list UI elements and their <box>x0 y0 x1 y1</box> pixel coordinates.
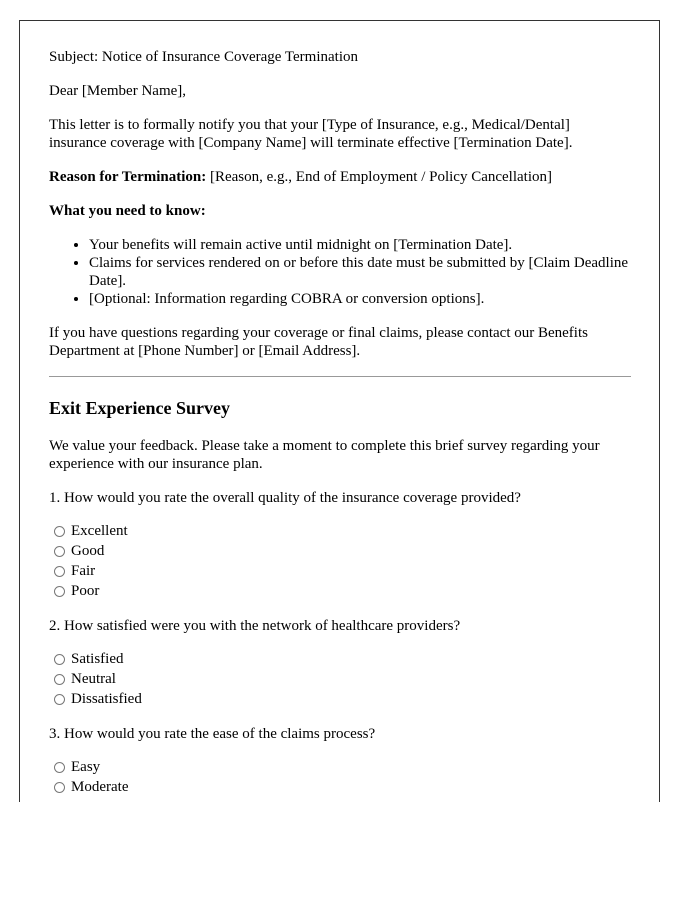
option-dissatisfied[interactable] <box>49 689 631 709</box>
radio-button[interactable] <box>54 546 65 557</box>
option-label: Dissatisfied <box>71 690 142 707</box>
know-heading <box>49 202 631 220</box>
option-satisfied[interactable] <box>49 649 631 669</box>
option-easy[interactable] <box>49 757 631 777</box>
list-item: • Claims for services rendered on or before this date must be submitted by [Claim Deadline Date]. <box>89 254 631 290</box>
option-label: Poor <box>71 582 100 599</box>
divider <box>49 376 631 377</box>
radio-button[interactable] <box>54 694 65 705</box>
question-2-options <box>49 649 631 709</box>
option-good[interactable] <box>49 541 631 561</box>
question-1: 1. How would you rate the overall quality of the insurance coverage provided? <box>49 490 521 506</box>
question-3-options <box>49 757 631 797</box>
option-moderate[interactable] <box>49 777 631 797</box>
list-item: • Your benefits will remain active until midnight on [Termination Date]. <box>89 236 631 254</box>
reason-label: Reason for Termination: <box>49 169 207 185</box>
radio-button[interactable] <box>54 762 65 773</box>
subject-line: Subject: Notice of Insurance Coverage Termination <box>49 49 358 65</box>
reason-text: [Reason, e.g., End of Employment / Policy Cancellation] <box>206 169 552 185</box>
option-label: Fair <box>71 562 96 579</box>
option-label: Satisfied <box>71 650 124 667</box>
radio-button[interactable] <box>54 566 65 577</box>
option-label: Excellent <box>71 522 128 539</box>
option-label: Easy <box>71 758 101 775</box>
contact-paragraph: If you have questions regarding your coverage or final claims, please contact our Benefits Department at [Phone Number] or [Email Address]. <box>49 325 588 359</box>
survey-title: Exit Experience Survey <box>49 398 230 418</box>
option-label: Moderate <box>71 778 129 795</box>
radio-button[interactable] <box>54 526 65 537</box>
option-poor[interactable] <box>49 581 631 601</box>
radio-button[interactable] <box>54 586 65 597</box>
survey-intro: We value your feedback. Please take a moment to complete this brief survey regarding your experience with our insurance plan. <box>49 438 600 472</box>
know-heading-text: What you need to know: <box>49 203 206 219</box>
option-label: Neutral <box>71 670 116 687</box>
radio-button[interactable] <box>54 782 65 793</box>
radio-button[interactable] <box>54 674 65 685</box>
option-neutral[interactable] <box>49 669 631 689</box>
question-2: 2. How satisfied were you with the network of healthcare providers? <box>49 618 461 634</box>
option-label: Good <box>71 542 105 559</box>
radio-button[interactable] <box>54 654 65 665</box>
option-fair[interactable] <box>49 561 631 581</box>
option-excellent[interactable] <box>49 521 631 541</box>
intro-paragraph: This letter is to formally notify you that your [Type of Insurance, e.g., Medical/Dental] insurance coverage with [Company Name] will terminate effective [Termination Date]. <box>49 117 573 151</box>
question-1-options <box>49 521 631 601</box>
greeting: Dear [Member Name], <box>49 83 187 99</box>
reason-paragraph <box>49 168 631 186</box>
info-list <box>49 236 631 308</box>
list-item: • [Optional: Information regarding COBRA or conversion options]. <box>89 290 631 308</box>
letter-document <box>19 20 660 802</box>
question-3: 3. How would you rate the ease of the claims process? <box>49 726 376 742</box>
